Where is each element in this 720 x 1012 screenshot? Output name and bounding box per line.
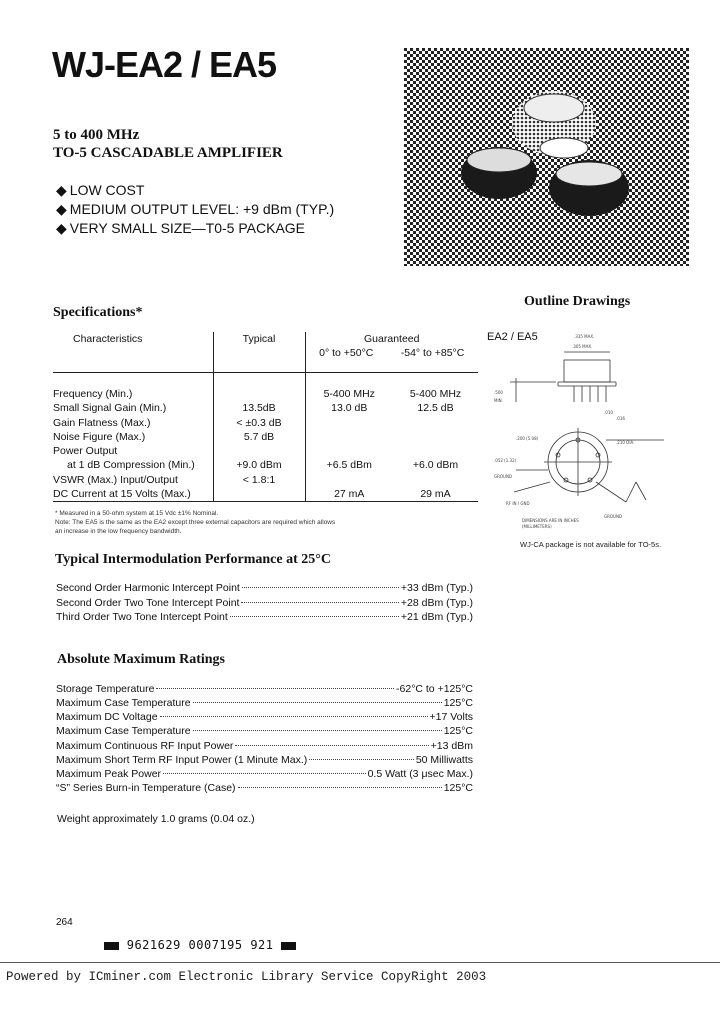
feature-item: ◆ LOW COST [56,182,145,198]
dot-leader [309,759,414,760]
table-row: Power Output [53,444,478,458]
column-header: Characteristics [53,332,213,372]
outline-label: EA2 / EA5 [487,331,538,343]
specifications-table [53,332,478,502]
dot-leader [242,587,399,588]
dot-leader [160,716,428,717]
intermod-row: Third Order Two Tone Intercept Point +21 dBm (Typ.) [56,611,473,623]
diamond-bullet-icon: ◆ [56,182,67,198]
spec-footnote: * Measured in a 50-ohm system at 15 Vdc ±1% Nominal. [55,510,219,517]
table-row: DC Current at 15 Volts (Max.) 27 mA 29 mA [53,487,478,502]
temp-range-header: -54° to +85°C [400,347,465,360]
column-header: Typical [213,332,305,372]
rating-row: Maximum DC Voltage +17 Volts [56,711,473,723]
svg-text:.305 MAX.: .305 MAX. [572,344,593,349]
table-row: at 1 dB Compression (Min.) +9.0 dBm +6.5 dBm +6.0 dBm [67,459,459,472]
frequency-subtitle: 5 to 400 MHz [53,127,140,143]
outline-drawing [486,322,696,537]
table-row: VSWR (Max.) Input/Output < 1.8:1 [53,473,478,487]
spec-note: Note: The EA5 is the same as the EA2 except three external capacitors are required which allows [55,519,336,526]
svg-text:MIN.: MIN. [494,398,503,403]
dot-leader [230,616,399,617]
barcode: 9621629 0007195 921 [104,938,296,952]
intermod-row: Second Order Two Tone Intercept Point +28 dBm (Typ.) [56,597,473,609]
rating-row: Maximum Continuous RF Input Power +13 dBm [56,740,473,752]
rating-row: Maximum Case Temperature 125°C [56,697,473,709]
dot-leader [193,702,442,703]
dot-leader [156,688,394,689]
weight-note: Weight approximately 1.0 grams (0.04 oz.) [57,813,255,825]
footer-divider [0,962,720,963]
table-row: Gain Flatness (Max.) < ±0.3 dB [53,416,478,430]
abs-max-heading: Absolute Maximum Ratings [57,652,226,667]
footer-powered-by: Powered by ICminer.com Electronic Library Service CopyRight 2003 [6,970,487,984]
product-subtitle: TO-5 CASCADABLE AMPLIFIER [53,145,283,161]
svg-text:.500: .500 [494,390,503,395]
svg-text:(MILLIMETERS): (MILLIMETERS) [522,524,552,529]
svg-text:.335 MAX.: .335 MAX. [574,334,595,339]
svg-text:GROUND: GROUND [494,474,513,479]
dot-leader [241,602,398,603]
barcode-bar-icon [104,942,119,950]
svg-text:RF IN / GND: RF IN / GND [506,501,530,506]
spec-note: an increase in the low frequency bandwidth. [55,528,182,535]
svg-text:.052 (1.32): .052 (1.32) [494,458,517,463]
svg-text:.010: .010 [604,410,613,415]
intermod-heading: Typical Intermodulation Performance at 25°C [55,552,331,567]
rating-row: “S” Series Burn-in Temperature (Case) 125°C [56,782,473,794]
table-row: Small Signal Gain (Min.) 13.5dB 13.0 dB 12.5 dB [53,402,454,415]
feature-item: ◆ VERY SMALL SIZE—T0-5 PACKAGE [56,220,306,236]
outline-note: WJ-CA package is not available for TO-5s. [520,540,662,549]
svg-text:.210 OIA.: .210 OIA. [616,440,635,445]
rating-row: Maximum Case Temperature 125°C [56,725,473,737]
specifications-heading: Specifications* [53,305,143,320]
diamond-bullet-icon: ◆ [56,220,67,236]
rating-row: Storage Temperature -62°C to +125°C [56,683,473,695]
column-header: Guaranteed 0° to +50°C -54° to +85°C [305,332,478,372]
outline-heading: Outline Drawings [524,294,631,309]
dot-leader [235,745,428,746]
feature-item: ◆ MEDIUM OUTPUT LEVEL: +9 dBm (TYP.) [56,201,335,217]
diamond-bullet-icon: ◆ [56,201,67,217]
page-number: 264 [56,917,73,928]
dot-leader [193,730,442,731]
svg-text:DIMENSIONS ARE IN INCHES: DIMENSIONS ARE IN INCHES [522,518,579,523]
page-title: WJ-EA2 / EA5 [52,44,277,85]
svg-text:.016: .016 [616,416,625,421]
table-row: Noise Figure (Max.) 5.7 dB [53,430,478,444]
product-photo [404,48,689,266]
dot-leader [238,787,442,788]
intermod-row: Second Order Harmonic Intercept Point +33 dBm (Typ.) [56,582,473,594]
svg-text:GROUND: GROUND [604,514,623,519]
rating-row: Maximum Peak Power 0.5 Watt (3 μsec Max.) [56,768,473,780]
table-row: Frequency (Min.) 5-400 MHz 5-400 MHz [53,388,462,400]
svg-text:.200 (5.08): .200 (5.08) [516,436,539,441]
barcode-bar-icon [281,942,296,950]
temp-range-header: 0° to +50°C [319,347,374,360]
rating-row: Maximum Short Term RF Input Power (1 Minute Max.) 50 Milliwatts [56,754,473,766]
dot-leader [163,773,366,774]
